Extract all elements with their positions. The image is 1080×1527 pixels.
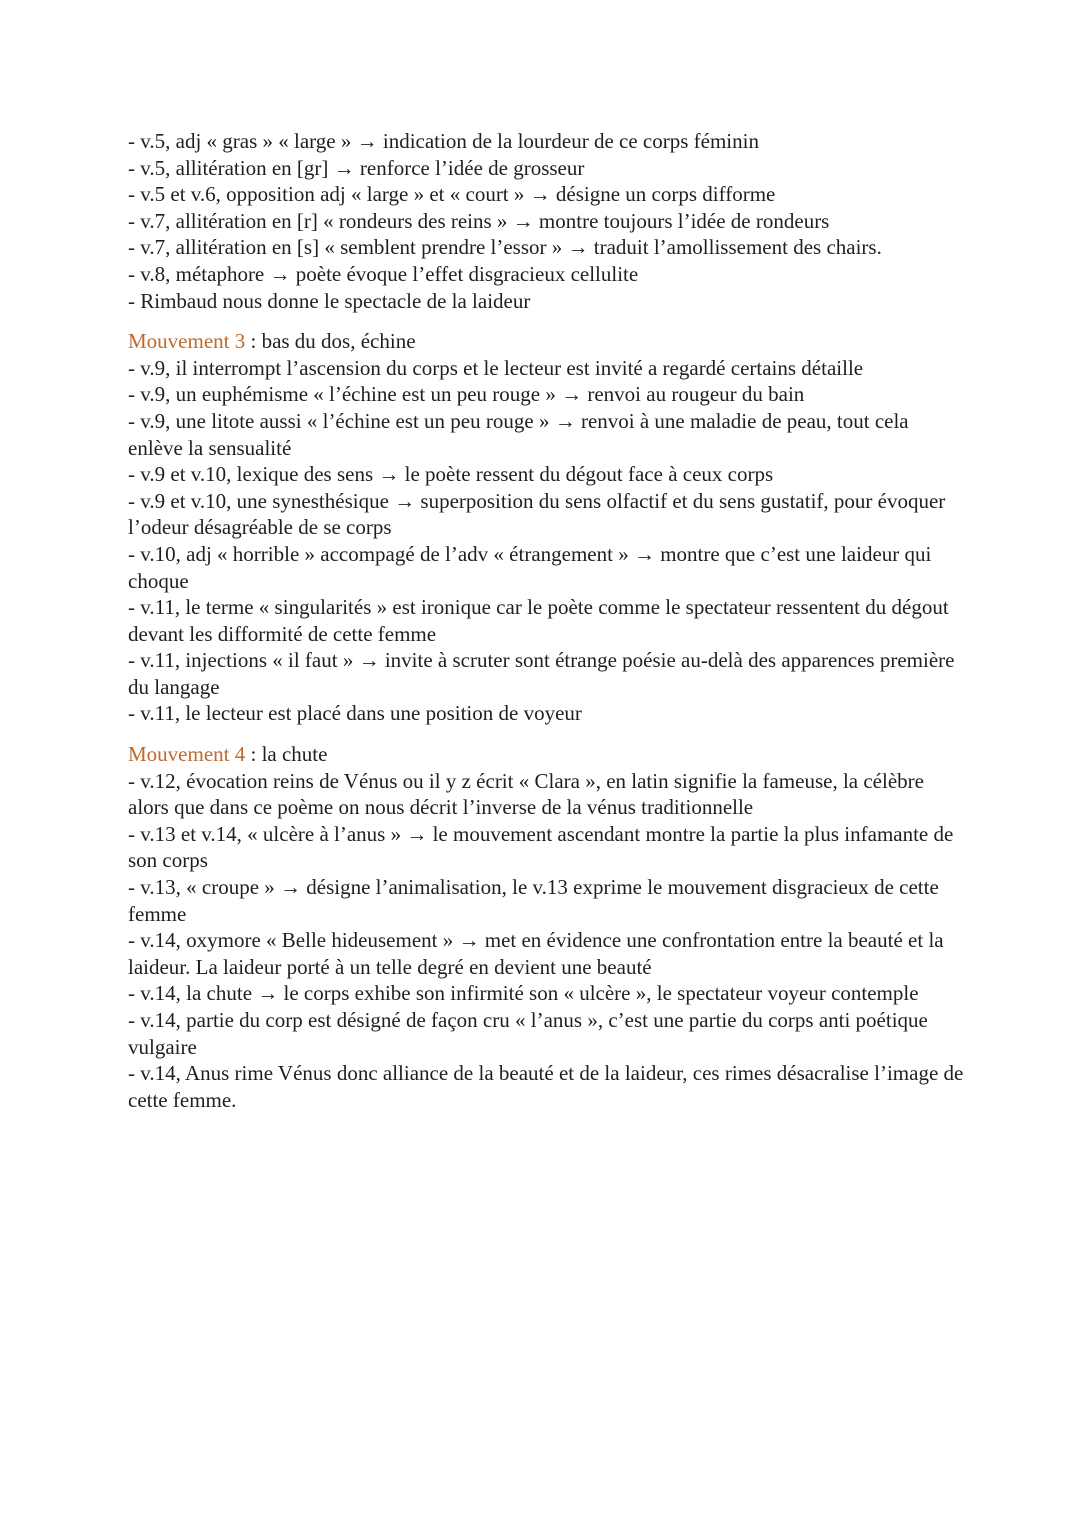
list-item: - v.5, adj « gras » « large » → indication de la lourdeur de ce corps féminin: [128, 129, 759, 153]
list-item: - v.7, allitération en [r] « rondeurs des reins » → montre toujours l’idée de rondeurs: [128, 208, 830, 233]
list-item: - v.5 et v.6, opposition adj « large » et « court » → désigne un corps difforme: [128, 182, 776, 207]
list-item: - v.9 et v.10, une synesthésique → superposition du sens olfactif et du sens gustatif, pour évoquer l’odeur désagréable de se corps: [128, 488, 946, 540]
document-page: [128, 128, 968, 1113]
list-item: - v.9 et v.10, lexique des sens → le poète ressent du dégout face à ceux corps: [128, 462, 774, 487]
list-item: - v.14, partie du corp est désigné de façon cru « l’anus », c’est une partie du corps anti poétique vulgaire: [128, 1008, 928, 1059]
section-heading-text: : bas du dos, échine: [245, 329, 416, 354]
list-item: - v.10, adj « horrible » accompagé de l’adv « étrangement » → montre que c’est une laideur qui choque: [128, 541, 932, 593]
list-item: - v.14, la chute → le corps exhibe son infirmité son « ulcère », le spectateur voyeur contemple: [128, 981, 919, 1006]
section-mouvement-3: [128, 328, 968, 727]
section-heading-label: Mouvement 4: [128, 742, 246, 767]
list-item: - v.13, « croupe » → désigne l’animalisation, le v.13 exprime le mouvement disgracieux de cette femme: [128, 875, 939, 926]
section-heading-text: : la chute: [245, 742, 328, 767]
list-item: - v.8, métaphore → poète évoque l’effet disgracieux cellulite: [128, 261, 639, 286]
list-item: - v.9, une litote aussi « l’échine est un peu rouge » → renvoi à une maladie de peau, tout cela enlève la sensualité: [128, 408, 909, 460]
list-item: - v.14, Anus rime Vénus donc alliance de la beauté et de la laideur, ces rimes désacralise l’image de cette femme.: [128, 1061, 964, 1112]
intro-list: [128, 128, 968, 314]
list-item: - v.7, allitération en [s] « semblent prendre l’essor » → traduit l’amollissement des chairs.: [128, 235, 882, 260]
list-item: - v.9, il interrompt l’ascension du corps et le lecteur est invité a regardé certains détaille: [128, 355, 864, 380]
list-item: - v.11, le terme « singularités » est ironique car le poète comme le spectateur ressentent du dégout devant les difformité de cette femme: [128, 595, 949, 646]
list-item: - v.11, le lecteur est placé dans une position de voyeur: [128, 701, 582, 726]
section-heading-label: Mouvement 3: [128, 329, 246, 354]
list-item: - v.9, un euphémisme « l’échine est un peu rouge » → renvoi au rougeur du bain: [128, 382, 805, 407]
list-item: - Rimbaud nous donne le spectacle de la laideur: [128, 288, 531, 313]
section-heading: [128, 328, 968, 355]
list-item: - v.11, injections « il faut » → invite à scruter sont étrange poésie au-delà des apparences première du langage: [128, 648, 955, 699]
list-item: - v.13 et v.14, « ulcère à l’anus » → le mouvement ascendant montre la partie la plus infamante de son corps: [128, 821, 954, 873]
list-item: - v.12, évocation reins de Vénus ou il y z écrit « Clara », en latin signifie la fameuse, la célèbre alors que dans ce poème on nous décrit l’inverse de la vénus traditionnelle: [128, 768, 924, 820]
list-item: - v.5, allitération en [gr] → renforce l’idée de grosseur: [128, 155, 585, 180]
section-mouvement-4: [128, 741, 968, 1113]
list-item: - v.14, oxymore « Belle hideusement » → met en évidence une confrontation entre la beauté et la laideur. La laideur porté à un telle degré en devient une beauté: [128, 928, 944, 979]
section-heading: [128, 741, 968, 768]
